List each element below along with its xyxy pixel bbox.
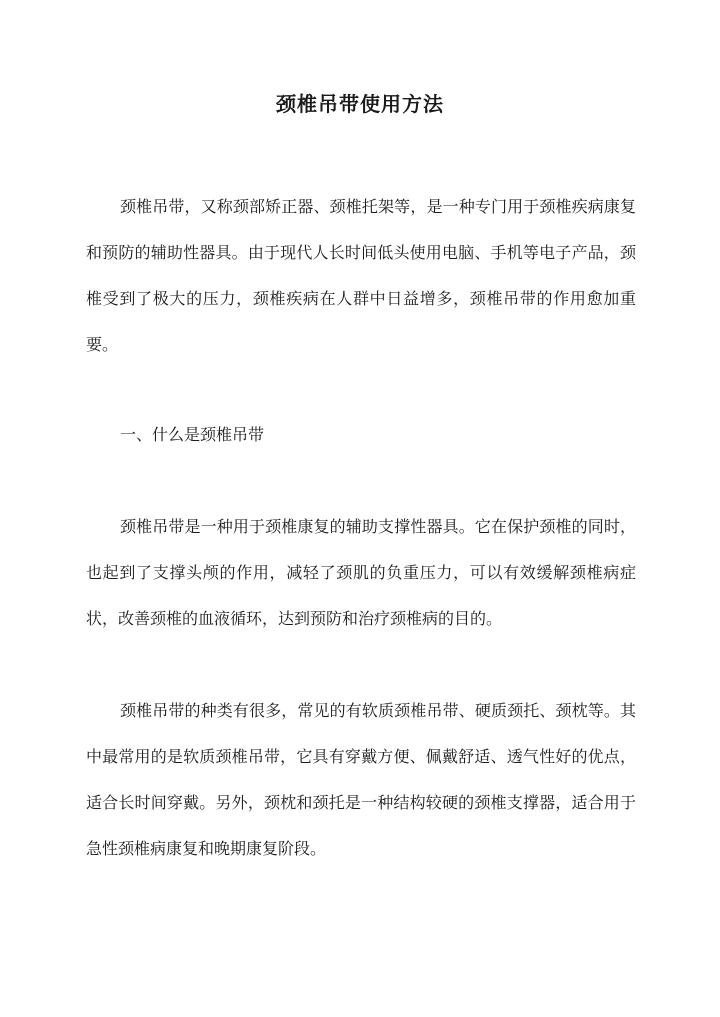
page-title: 颈椎吊带使用方法 [276,92,444,116]
intro-paragraph: 颈椎吊带，又称颈部矫正器、颈椎托架等，是一种专门用于颈椎疾病康复和预防的辅助性器具。由于现代人长时间低头使用电脑、手机等电子产品，颈椎受到了极大的压力，颈椎疾病在人群中日益增多，颈椎吊带的作用愈加重要。 [86,197,636,354]
section-paragraph: 颈椎吊带是一种用于颈椎康复的辅助支撑性器具。它在保护颈椎的同时，也起到了支撑头颅的作用，减轻了颈肌的负重压力，可以有效缓解颈椎病症状，改善颈椎的血液循环，达到预防和治疗颈椎病的目的。 [86,517,636,628]
section-paragraph: 颈椎吊带的种类有很多，常见的有软质颈椎吊带、硬质颈托、颈枕等。其中最常用的是软质颈椎吊带，它具有穿戴方便、佩戴舒适、透气性好的优点，适合长时间穿戴。另外，颈枕和颈托是一种结构较硬的颈椎支撑器，适合用于急性颈椎病康复和晚期康复阶段。 [86,701,636,858]
section-heading: 一、什么是颈椎吊带 [120,425,265,444]
